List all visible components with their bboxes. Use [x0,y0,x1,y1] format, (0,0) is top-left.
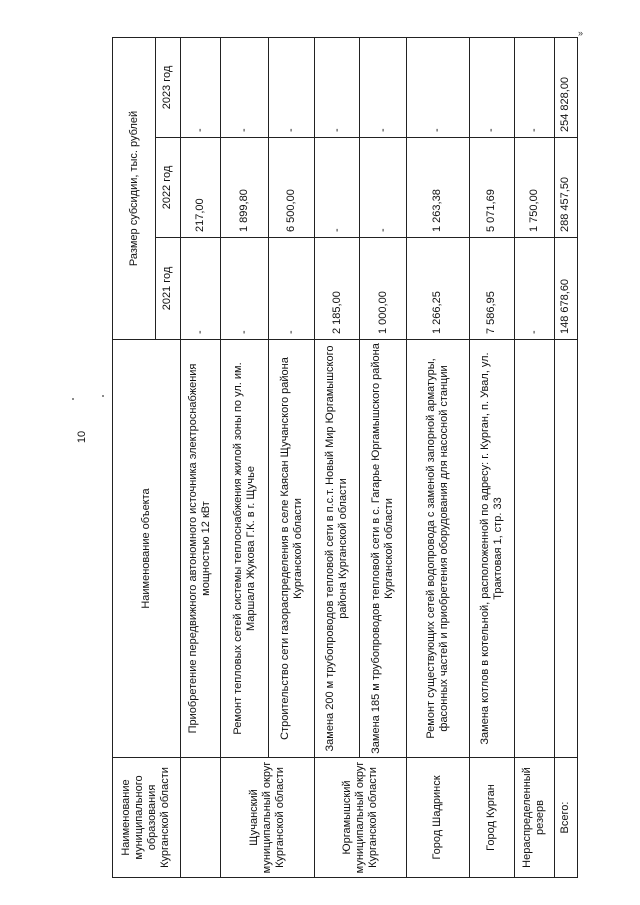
value-2021: 7 586,95 [470,238,514,340]
table-row [220,37,269,877]
table-row [360,37,407,877]
object-cell: Замена 200 м трубопроводов тепловой сети в п.с.т. Новый Мир Юргамышского района Курганской области [314,340,359,758]
value-2021: 1 266,25 [406,238,469,340]
municipality-cell: Город Шадринск [406,758,469,878]
total-2021: 148 678,60 [554,238,577,340]
value-2023: - [406,37,469,137]
value-2021: - [180,238,220,340]
total-row [554,37,577,877]
object-cell: Ремонт тепловых сетей системы теплоснабжения жилой зоны по ул. им. Маршала Жукова Г.К. в г. Щучье [220,340,269,758]
value-2021: 2 185,00 [314,238,359,340]
corner-mark: » [578,28,584,38]
table-row [314,37,359,877]
scan-speck [102,395,104,397]
value-2023: - [314,37,359,137]
header-year-2021: 2021 год [156,238,180,340]
value-2023: - [360,37,407,137]
municipality-cell: Юргамышский муниципальный округ Курганской области [314,758,406,878]
header-row-1 [113,37,156,877]
municipality-cell-empty [180,758,220,878]
total-label: Всего: [554,758,577,878]
value-2022: 217,00 [180,138,220,238]
value-2023: - [180,37,220,137]
scan-speck [72,398,74,400]
header-year-2022: 2022 год [156,138,180,238]
header-municipality: Наименование муниципального образования Курганской области [113,758,181,878]
object-cell [514,340,554,758]
municipality-cell: Щучанский муниципальный округ Курганской области [220,758,314,878]
value-2021: 1 000,00 [360,238,407,340]
value-2023: - [220,37,269,137]
header-object: Наименование объекта [113,340,181,758]
subsidy-table [112,37,578,878]
rotated-table-container [112,38,578,878]
municipality-cell: Город Курган [470,758,514,878]
total-2022: 288 457,50 [554,138,577,238]
table-row [406,37,469,877]
header-year-2023: 2023 год [156,37,180,137]
object-cell: Замена котлов в котельной, расположенной по адресу: г. Курган, п. Увал, ул. Трактовая 1, стр. 33 [470,340,514,758]
value-2022: - [360,138,407,238]
value-2022: 1 750,00 [514,138,554,238]
value-2022: 5 071,69 [470,138,514,238]
value-2021: - [269,238,314,340]
municipality-cell: Нераспределенный резерв [514,758,554,878]
table-row [269,37,314,877]
value-2022: - [314,138,359,238]
object-cell: Ремонт существующих сетей водопровода с заменой запорной арматуры, фасонных частей и приобретения оборудования для насосной станции [406,340,469,758]
value-2023: - [514,37,554,137]
page-number: 10 [76,430,88,444]
value-2022: 1 263,38 [406,138,469,238]
value-2023: - [470,37,514,137]
value-2021: - [220,238,269,340]
object-cell: Замена 185 м трубопроводов тепловой сети в с. Гагарье Юргамышского района Курганской области [360,340,407,758]
value-2023: - [269,37,314,137]
object-cell: Приобретение передвижного автономного источника электроснабжения мощностью 12 кВт [180,340,220,758]
table-row [470,37,514,877]
value-2022: 1 899,80 [220,138,269,238]
value-2022: 6 500,00 [269,138,314,238]
table-row [514,37,554,877]
header-subsidy: Размер субсидии, тыс. рублей [113,37,156,339]
object-cell: Строительство сети газораспределения в селе Каясан Щучанского района Курганской области [269,340,314,758]
table-row [180,37,220,877]
total-object-empty [554,340,577,758]
value-2021: - [514,238,554,340]
total-2023: 254 828,00 [554,37,577,137]
